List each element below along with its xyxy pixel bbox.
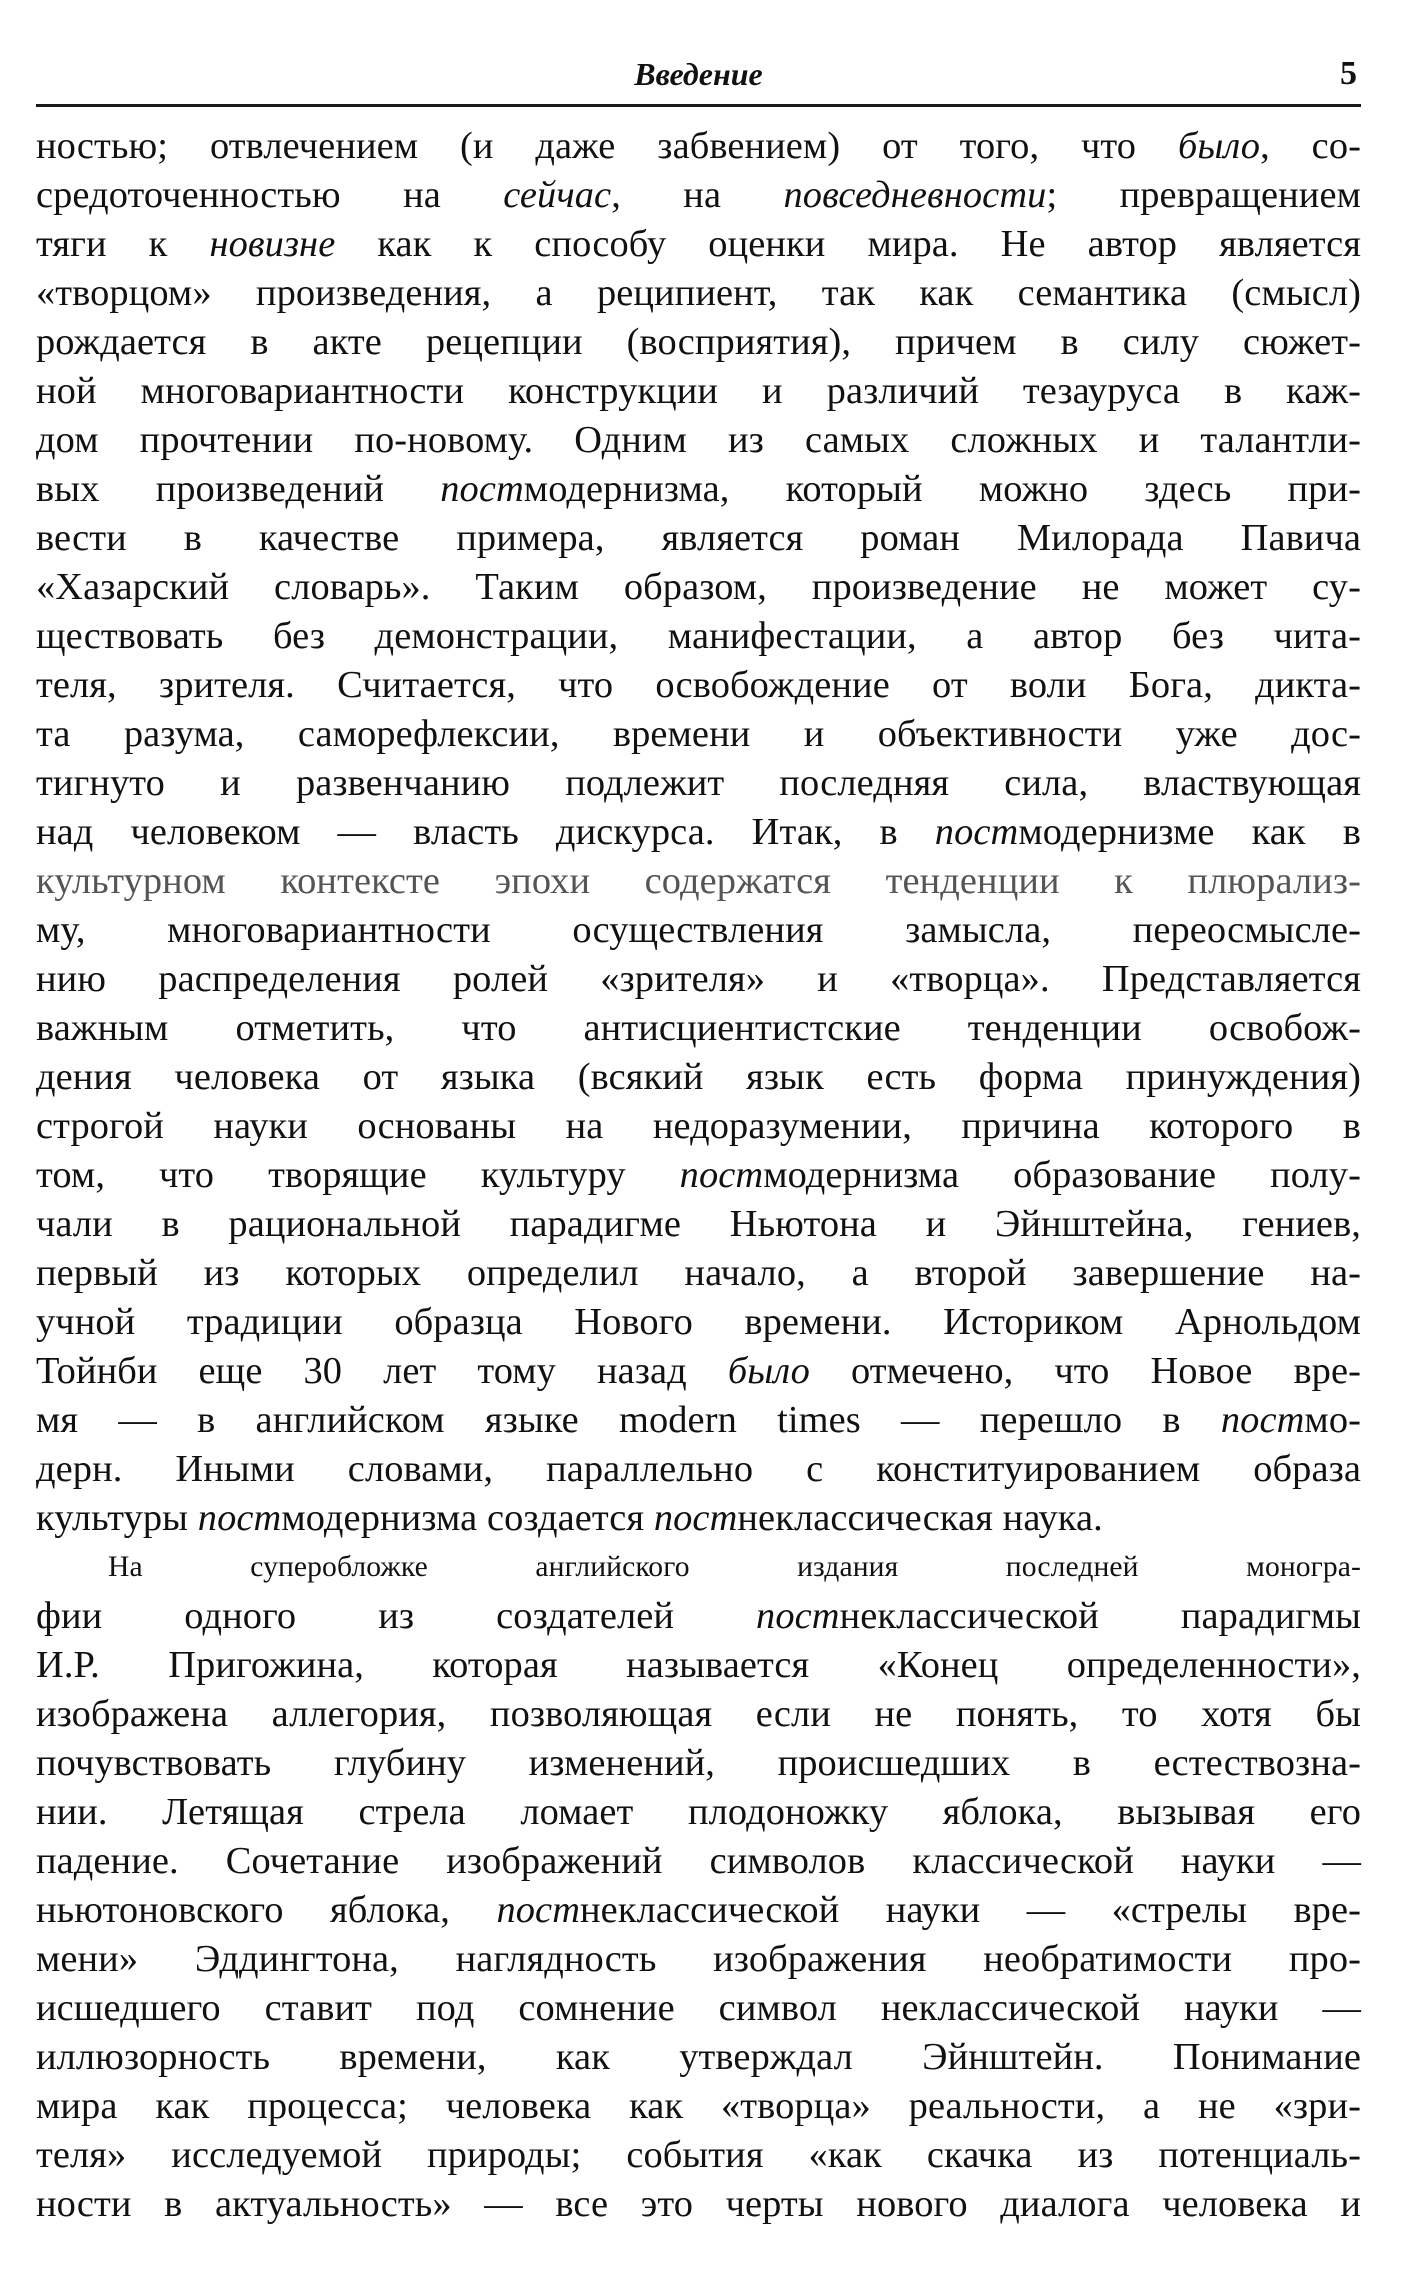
text-line: теля, зрителя. Считается, что освобождение от воли Бога, дикта- <box>36 664 1361 706</box>
text-line: тигнуто и развенчанию подлежит последняя сила, властвующая <box>36 762 1361 804</box>
text-line: чали в рациональной парадигме Ньютона и Эйнштейна, гениев, <box>36 1203 1361 1245</box>
text-line: теля» исследуемой природы; события «как скачка из потенциаль- <box>36 2134 1361 2176</box>
paragraph-end-line: культуры постмодернизма создается постнеклассическая наука. <box>36 1497 1103 1539</box>
text-line: мени» Эддингтона, наглядность изображения необратимости про- <box>36 1938 1361 1980</box>
text-line: вых произведений постмодернизма, который можно здесь при- <box>36 468 1361 510</box>
text-line: ной многовариантности конструкции и различий тезауруса в каж- <box>36 370 1361 412</box>
text-line: изображена аллегория, позволяющая если не понять, то хотя бы <box>36 1693 1361 1735</box>
running-header <box>36 52 1361 107</box>
body-text <box>36 122 1361 2229</box>
text-line: та разума, саморефлексии, времени и объективности уже дос- <box>36 713 1361 755</box>
text-line: первый из которых определил начало, а второй завершение на- <box>36 1252 1361 1294</box>
paragraph-start-line: На суперобложке английского издания последней моногра- <box>108 1551 1361 1583</box>
text-line: ностью; отвлечением (и даже забвением) от того, что было, со- <box>36 125 1361 167</box>
text-line: ньютоновского яблока, постнеклассической науки — «стрелы вре- <box>36 1889 1362 1931</box>
text-line: средоточенностью на сейчас, на повседневности; превращением <box>36 174 1361 216</box>
text-line: над человеком — власть дискурса. Итак, в постмодернизме как в <box>36 811 1361 853</box>
text-line: иллюзорность времени, как утверждал Эйнштейн. Понимание <box>36 2036 1361 2078</box>
text-line: И.Р. Пригожина, которая называется «Конец определенности», <box>36 1644 1361 1686</box>
text-line: культурном контексте эпохи содержатся тенденции к плюрализ- <box>36 860 1361 902</box>
text-line: Тойнби еще 30 лет тому назад было отмечено, что Новое вре- <box>36 1350 1361 1392</box>
text-line: фии одного из создателей постнеклассической парадигмы <box>36 1595 1361 1637</box>
text-line: тяги к новизне как к способу оценки мира. Не автор является <box>36 223 1361 265</box>
page-number: 5 <box>1340 55 1357 92</box>
text-line: почувствовать глубину изменений, происшедших в естествозна- <box>36 1742 1361 1784</box>
text-line: строгой науки основаны на недоразумении, причина которого в <box>36 1105 1361 1147</box>
text-line: «Хазарский словарь». Таким образом, произведение не может су- <box>36 566 1361 608</box>
text-line: «творцом» произведения, а реципиент, так как семантика (смысл) <box>36 272 1361 314</box>
text-line: нию распределения ролей «зрителя» и «творца». Представляется <box>36 958 1361 1000</box>
text-line: учной традиции образца Нового времени. Историком Арнольдом <box>36 1301 1361 1343</box>
text-line: ществовать без демонстрации, манифестации, а автор без чита- <box>36 615 1361 657</box>
text-line: том, что творящие культуру постмодернизма образование полу- <box>36 1154 1361 1196</box>
text-line: рождается в акте рецепции (восприятия), причем в силу сюжет- <box>36 321 1361 363</box>
text-line: падение. Сочетание изображений символов классической науки — <box>36 1840 1361 1882</box>
running-title: Введение <box>634 56 763 92</box>
text-line: исшедшего ставит под сомнение символ неклассической науки — <box>36 1987 1361 2029</box>
text-line: мира как процесса; человека как «творца» реальности, а не «зри- <box>36 2085 1361 2127</box>
text-line: мя — в английском языке modern times — перешло в постмо- <box>36 1399 1361 1441</box>
text-line: му, многовариантности осуществления замысла, переосмысле- <box>36 909 1361 951</box>
text-line: нии. Летящая стрела ломает плодоножку яблока, вызывая его <box>36 1791 1361 1833</box>
text-line: дерн. Иными словами, параллельно с конституированием образа <box>36 1448 1361 1490</box>
text-line: дения человека от языка (всякий язык есть форма принуждения) <box>36 1056 1361 1098</box>
text-line: вести в качестве примера, является роман Милорада Павича <box>36 517 1361 559</box>
text-line: дом прочтении по-новому. Одним из самых сложных и талантли- <box>36 419 1361 461</box>
text-line: важным отметить, что антисциентистские тенденции освобож- <box>36 1007 1361 1049</box>
text-line: ности в актуальность» — все это черты нового диалога человека и <box>36 2183 1361 2225</box>
